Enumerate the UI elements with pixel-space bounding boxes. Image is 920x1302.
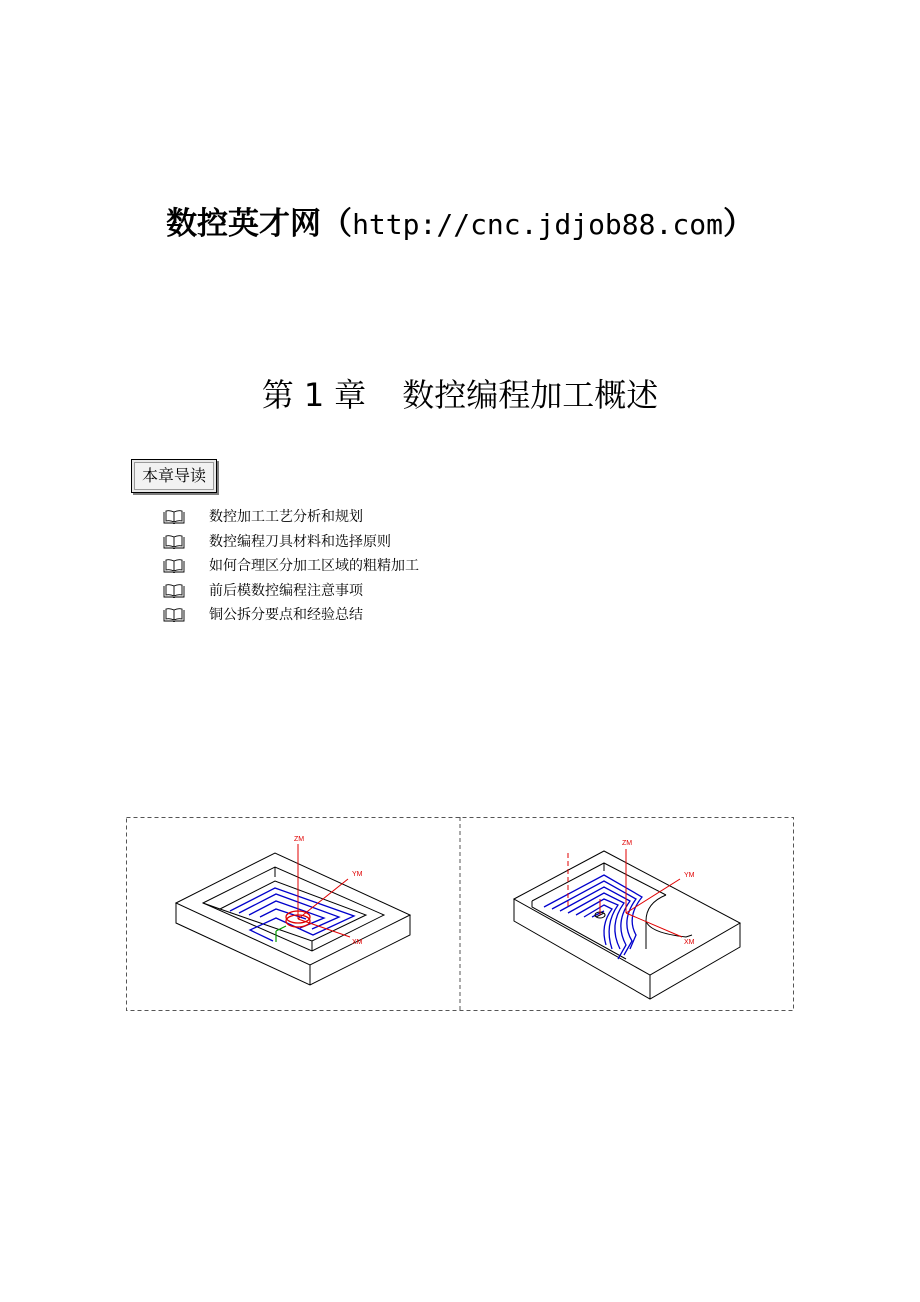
left-toolpath: [230, 888, 354, 941]
book-icon: [163, 535, 185, 549]
list-item-label: 数控加工工艺分析和规划: [209, 509, 363, 525]
left-z-label: ZM: [294, 836, 305, 843]
chapter-guide-label: 本章导读: [134, 462, 214, 490]
list-item-label: 如何合理区分加工区域的粗精加工: [209, 558, 419, 574]
list-item: [163, 579, 419, 604]
right-y-label: YM: [684, 872, 695, 879]
guide-list: [163, 505, 419, 628]
right-x-axis: [626, 913, 682, 937]
chapter-title: [0, 370, 920, 416]
site-url[interactable]: http://cnc.jdjob88.com: [352, 208, 723, 241]
book-icon: [163, 510, 185, 524]
site-header: [0, 198, 920, 243]
right-x-label: XM: [684, 939, 695, 946]
machining-figure: [126, 817, 794, 1011]
list-item-label: 数控编程刀具材料和选择原则: [209, 533, 391, 550]
chapter-number: 1: [303, 376, 325, 414]
chapter-guide-badge: [131, 459, 217, 493]
book-icon: [163, 584, 185, 598]
site-name: 数控英才网（: [166, 206, 353, 242]
list-item-label: 铜公拆分要点和经验总结: [209, 607, 363, 623]
right-y-axis: [626, 879, 680, 913]
list-item: [163, 554, 419, 579]
site-close-paren: ）: [722, 206, 754, 242]
book-icon: [163, 608, 185, 622]
chapter-name: 数控编程加工概述: [402, 376, 659, 414]
chapter-suffix: 章: [334, 376, 367, 414]
left-mold-block: [176, 853, 410, 985]
list-item: [163, 603, 419, 628]
list-item-label: 前后模数控编程注意事项: [209, 582, 363, 599]
left-x-label: XM: [352, 939, 363, 946]
left-y-label: YM: [352, 871, 363, 878]
right-z-label: ZM: [622, 840, 633, 847]
list-item: [163, 530, 419, 555]
list-item: [163, 505, 419, 530]
chapter-prefix: 第: [261, 376, 294, 414]
book-icon: [163, 559, 185, 573]
